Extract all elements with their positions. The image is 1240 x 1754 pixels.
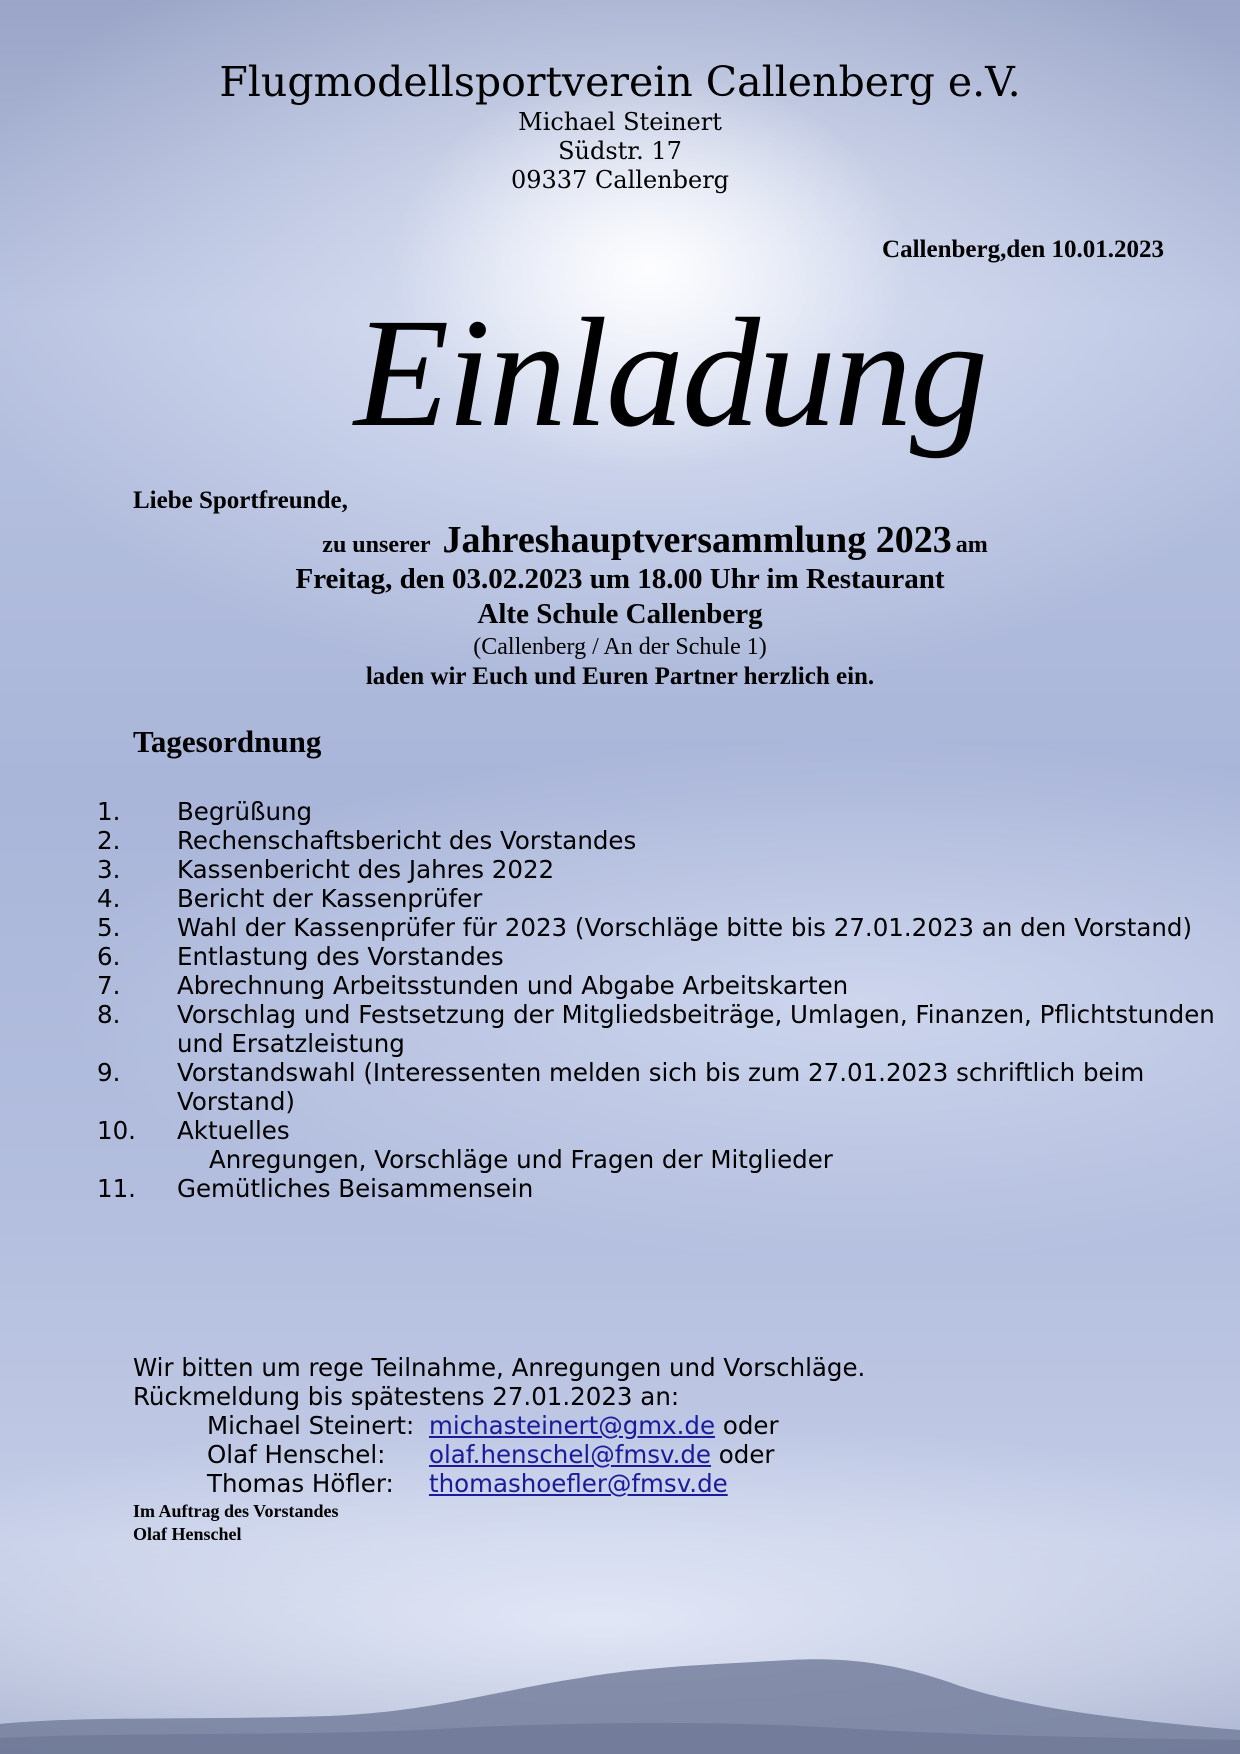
invitation-title: Einladung [354, 286, 986, 459]
item-number: 2. [97, 826, 121, 855]
greeting: Liebe Sportfreunde, [133, 487, 348, 514]
intro-suffix: am [955, 532, 988, 558]
agenda-list [97, 797, 1217, 1203]
item-number: 8. [97, 1000, 121, 1029]
item-text: Vorschlag und Festsetzung der Mitgliedsbeiträge, Umlagen, Finanzen, Pflichtstunden und Ersatzleistung [177, 1000, 1215, 1058]
list-item [97, 1058, 1217, 1116]
contact-suffix: oder [722, 1411, 779, 1440]
closing-line-1: Wir bitten um rege Teilnahme, Anregungen und Vorschläge. [133, 1353, 866, 1382]
list-item [97, 1116, 1217, 1145]
list-item [97, 826, 1217, 855]
event-venue: Alte Schule Callenberg [477, 598, 763, 630]
intro-prefix: zu unserer [322, 532, 431, 558]
contact-email-link[interactable]: olaf.henschel@fmsv.de [429, 1440, 711, 1469]
contact-name: Olaf Henschel: [207, 1440, 386, 1469]
list-item [97, 1174, 1217, 1203]
list-item [97, 797, 1217, 826]
event-time: Freitag, den 03.02.2023 um 18.00 Uhr im Restaurant [295, 563, 945, 595]
list-item [97, 884, 1217, 913]
contact-email-link[interactable]: michasteinert@gmx.de [429, 1411, 716, 1440]
list-item [97, 855, 1217, 884]
contact-list [207, 1411, 779, 1498]
list-item [97, 913, 1217, 942]
item-text: Entlastung des Vorstandes [177, 942, 504, 971]
item-number: 4. [97, 884, 121, 913]
item-text: Begrüßung [177, 797, 313, 826]
signature-block [133, 1500, 339, 1546]
mountain-silhouette [0, 1650, 1240, 1754]
letter-date: Callenberg,den 10.01.2023 [882, 236, 1164, 263]
item-number: 6. [97, 942, 121, 971]
closing-text [133, 1353, 865, 1411]
contact-row [207, 1440, 779, 1469]
event-name: Jahreshauptversammlung 2023 [442, 519, 952, 561]
club-name: Flugmodellsportverein Callenberg e.V. [219, 58, 1021, 106]
address-line-street: Südstr. 17 [558, 137, 682, 165]
address-line-city: 09337 Callenberg [510, 166, 730, 194]
item-text: Bericht der Kassenprüfer [177, 884, 483, 913]
contact-row [207, 1411, 779, 1440]
item-number: 10. [97, 1116, 136, 1145]
contact-row [207, 1469, 779, 1498]
item-text: Abrechnung Arbeitsstunden und Abgabe Arbeitskarten [177, 971, 849, 1000]
agenda-heading: Tagesordnung [133, 724, 322, 759]
address-line-name: Michael Steinert [518, 108, 722, 136]
venue-address: (Callenberg / An der Schule 1) [473, 634, 767, 660]
signature-line-1: Im Auftrag des Vorstandes [133, 1501, 339, 1521]
item-text: Wahl der Kassenprüfer für 2023 (Vorschläge bitte bis 27.01.2023 an den Vorstand) [177, 913, 1193, 942]
list-item [97, 971, 1217, 1000]
list-item [97, 942, 1217, 971]
signature-line-2: Olaf Henschel [133, 1524, 242, 1544]
contact-suffix: oder [718, 1440, 775, 1469]
item-text: Vorstandswahl (Interessenten melden sich bis zum 27.01.2023 schriftlich beim Vorstand) [177, 1058, 1145, 1116]
agenda-sub-item: Anregungen, Vorschläge und Fragen der Mitglieder [209, 1145, 833, 1174]
item-number: 3. [97, 855, 121, 884]
contact-name: Michael Steinert: [207, 1411, 415, 1440]
contact-name: Thomas Höfler: [207, 1469, 394, 1498]
item-number: 5. [97, 913, 121, 942]
invitation-event-line [0, 518, 1240, 562]
item-number: 7. [97, 971, 121, 1000]
item-number: 9. [97, 1058, 121, 1087]
contact-email-link[interactable]: thomashoefler@fmsv.de [429, 1469, 728, 1498]
item-text: Kassenbericht des Jahres 2022 [177, 855, 555, 884]
closing-line-2: Rückmeldung bis spätestens 27.01.2023 an: [133, 1382, 680, 1411]
item-text: Gemütliches Beisammensein [177, 1174, 534, 1203]
item-text: Rechenschaftsbericht des Vorstandes [177, 826, 637, 855]
item-number: 1. [97, 797, 121, 826]
invitation-closing: laden wir Euch und Euren Partner herzlich ein. [365, 663, 875, 690]
item-text: Aktuelles [177, 1116, 290, 1145]
list-item [97, 1000, 1217, 1058]
item-number: 11. [97, 1174, 136, 1203]
